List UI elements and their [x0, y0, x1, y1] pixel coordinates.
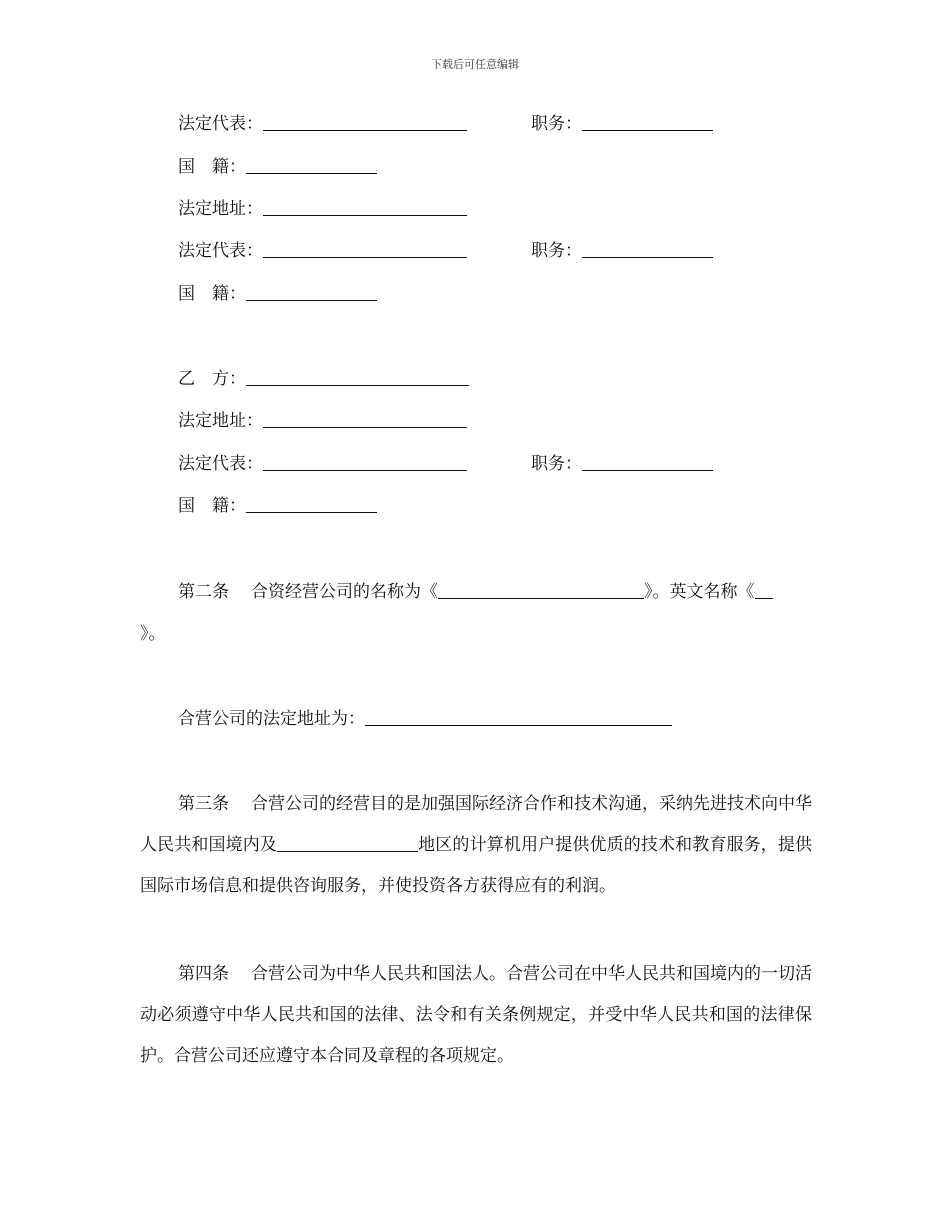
region-field[interactable]: [277, 833, 418, 852]
party-a-nationality-row-2: [178, 282, 377, 306]
position-label: 职务：: [531, 241, 582, 261]
position-label: 职务：: [531, 114, 582, 134]
article-2-text-middle: 》。英文名称《: [644, 582, 755, 602]
position-field[interactable]: [582, 112, 713, 131]
company-address-field[interactable]: [365, 707, 672, 726]
party-b-address-row: [178, 409, 467, 433]
party-a-address-row: [178, 197, 467, 221]
party-a-nationality-row: [178, 155, 377, 179]
party-a-legal-rep-row: [178, 112, 467, 136]
party-a-position-row-2: [531, 239, 713, 263]
article-4-text: 合营公司为中华人民共和国法人。合营公司在中华人民共和国境内的一切活动必须遵守中华人民共和国的法律、法令和有关条例规定，并受中华人民共和国的法律保护。合营公司还应遵守本合同及章程的各项规定。: [140, 964, 812, 1066]
article-2-number: 第二条: [178, 582, 229, 602]
legal-rep-field[interactable]: [263, 452, 467, 471]
address-field[interactable]: [263, 197, 467, 216]
english-name-field[interactable]: [755, 580, 773, 599]
article-4-paragraph: [140, 954, 812, 1077]
position-label: 职务：: [531, 454, 582, 474]
address-label: 法定地址：: [178, 411, 263, 431]
legal-rep-label: 法定代表：: [178, 114, 263, 134]
nationality-label: 国 籍：: [178, 157, 246, 177]
party-b-legal-rep-row: [178, 452, 467, 476]
nationality-field[interactable]: [246, 494, 377, 513]
party-b-name-row: [178, 367, 469, 391]
party-b-name-field[interactable]: [246, 367, 469, 386]
article-3-text-after: 地区的计算机用户提供优质的技术和教育服务，提供国际市场信息和提供咨询服务，并使投资各方获得应有的利润。: [140, 835, 813, 896]
nationality-field[interactable]: [246, 282, 377, 301]
party-b-label: 乙 方：: [178, 369, 246, 389]
article-2-line-2: [140, 622, 166, 646]
nationality-label: 国 籍：: [178, 496, 246, 516]
page-header: 下载后可任意编辑: [431, 58, 519, 71]
legal-rep-label: 法定代表：: [178, 454, 263, 474]
position-field[interactable]: [582, 239, 713, 258]
party-b-nationality-row: [178, 494, 377, 518]
article-3-text-before: 合营公司的经营目的是加强国际经济合作和技术沟通，采纳先进技术向中华人民共和国境内及: [140, 794, 812, 855]
article-3-number: 第三条: [178, 794, 229, 814]
address-label: 法定地址：: [178, 199, 263, 219]
position-field[interactable]: [582, 452, 713, 471]
article-2-line-1: [178, 580, 773, 604]
article-3-paragraph: [140, 784, 812, 907]
legal-rep-label: 法定代表：: [178, 241, 263, 261]
party-a-position-row: [531, 112, 713, 136]
company-name-field[interactable]: [438, 580, 644, 599]
nationality-field[interactable]: [246, 155, 377, 174]
address-field[interactable]: [263, 409, 467, 428]
article-2-text-after: 》。: [140, 624, 166, 644]
article-4-number: 第四条: [178, 964, 229, 984]
company-address-label: 合营公司的法定地址为：: [178, 709, 365, 729]
company-address-row: [178, 707, 672, 731]
nationality-label: 国 籍：: [178, 284, 246, 304]
party-a-legal-rep-row-2: [178, 239, 467, 263]
legal-rep-field[interactable]: [263, 112, 467, 131]
legal-rep-field[interactable]: [263, 239, 467, 258]
article-2-text-before: 合资经营公司的名称为《: [251, 582, 438, 602]
party-b-position-row: [531, 452, 713, 476]
